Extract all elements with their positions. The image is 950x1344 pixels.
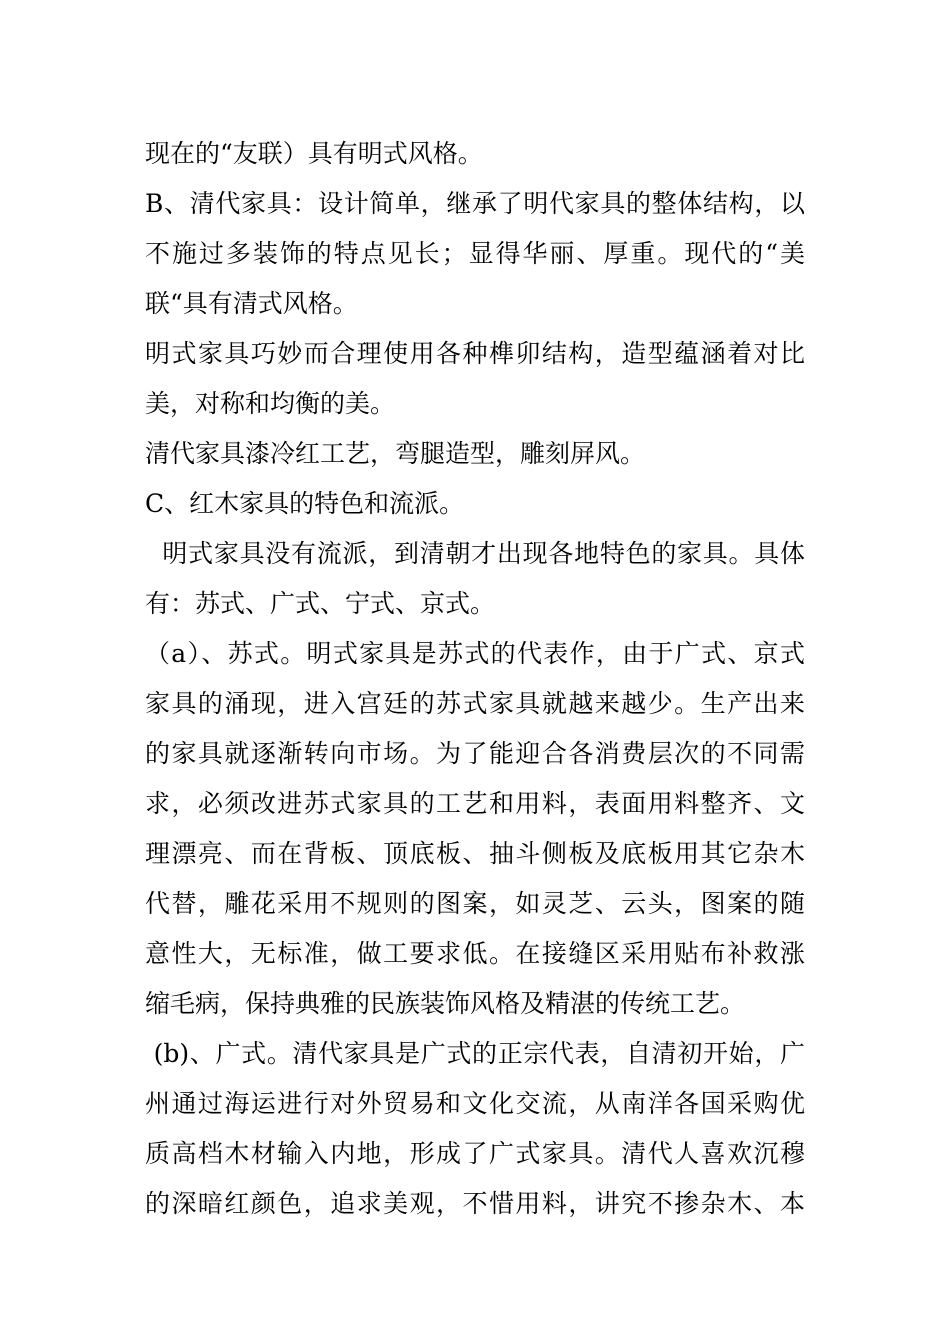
text-line: 清代家具漆冷红工艺，弯腿造型，雕刻屏风。: [145, 439, 646, 468]
text-line: 现在的“友联）具有明式风格。: [145, 139, 483, 168]
text-line: 州通过海运进行对外贸易和文化交流，从南洋各国采购优: [145, 1089, 805, 1118]
document-body: [145, 129, 805, 1229]
text-line: 意性大，无标准，做工要求低。在接缝区采用贴布补救涨: [145, 939, 805, 968]
text-line: 的深暗红颜色，追求美观，不惜用料，讲究不掺杂木、本: [145, 1189, 805, 1218]
text-line: 联“具有清式风格。: [145, 289, 358, 318]
text-line: 缩毛病，保持典雅的民族装饰风格及精湛的传统工艺。: [145, 989, 746, 1018]
text-line: 明式家具没有流派，到清朝才出现各地特色的家具。具体: [145, 539, 805, 568]
text-line: 质高档木材输入内地，形成了广式家具。清代人喜欢沉穆: [145, 1139, 805, 1168]
text-line: (b)、广式。清代家具是广式的正宗代表，自清初开始，广: [145, 1039, 805, 1068]
text-line: 明式家具巧妙而合理使用各种榫卯结构，造型蕴涵着对比: [145, 339, 805, 368]
text-line: C、红木家具的特色和流派。: [145, 489, 465, 518]
text-line: （a）、苏式。明式家具是苏式的代表作，由于广式、京式: [145, 639, 805, 668]
text-line: 的家具就逐渐转向市场。为了能迎合各消费层次的不同需: [145, 739, 805, 768]
text-line: 有：苏式、广式、宁式、京式。: [145, 589, 496, 618]
text-line: 求，必须改进苏式家具的工艺和用料，表面用料整齐、文: [145, 789, 805, 818]
text-line: B、清代家具：设计简单，继承了明代家具的整体结构，以: [145, 189, 805, 218]
text-line: 不施过多装饰的特点见长；显得华丽、厚重。现代的“美: [145, 239, 805, 268]
text-line: 家具的涌现，进入宫廷的苏式家具就越来越少。生产出来: [145, 689, 805, 718]
text-line: 美，对称和均衡的美。: [145, 389, 396, 418]
text-line: 理漂亮、而在背板、顶底板、抽斗侧板及底板用其它杂木: [145, 839, 805, 868]
text-line: 代替，雕花采用不规则的图案，如灵芝、云头，图案的随: [145, 889, 805, 918]
